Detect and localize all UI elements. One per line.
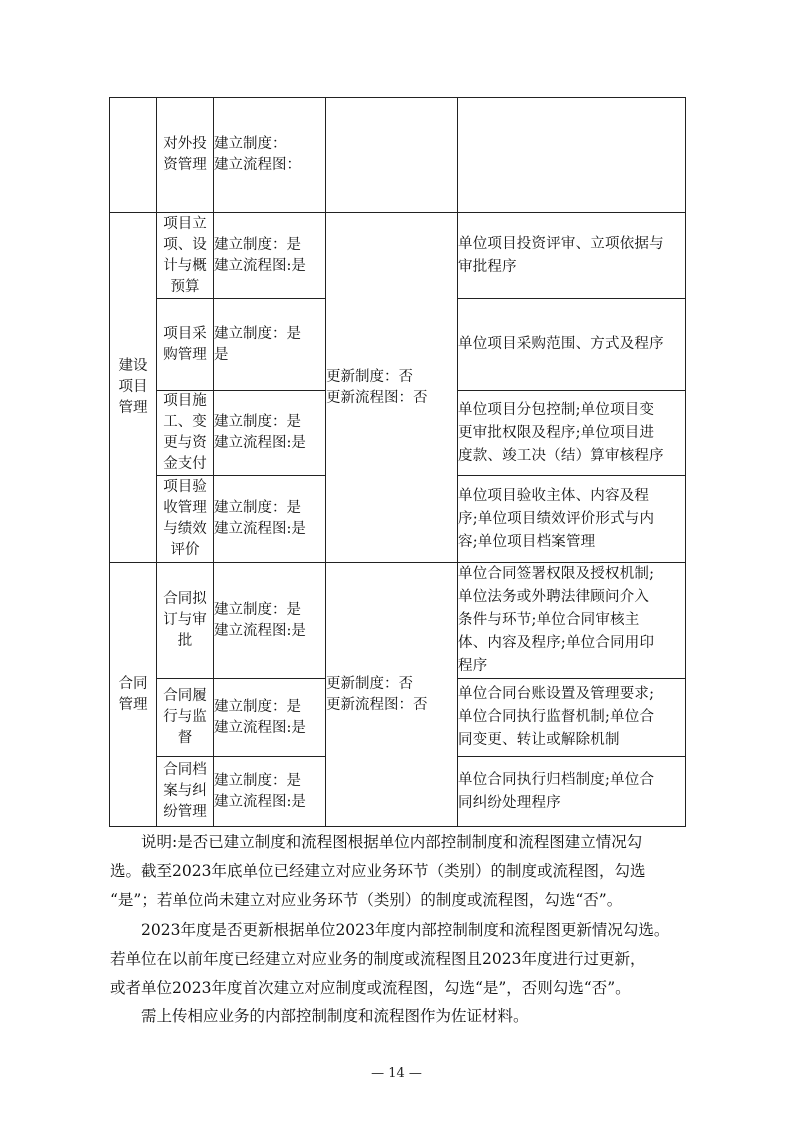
note-paragraph-1: [110, 830, 690, 912]
note-line: 选。截至2023年底单位已经建立对应业务环节（类别）的制度或流程图，勾选: [110, 862, 646, 880]
note-line: “是”；若单位尚未建立对应业务环节（类别）的制度或流程图，勾选“否”。: [110, 891, 623, 909]
established-cell: 建立制度：是 建立流程图:是: [214, 391, 326, 476]
item-cell: 合同拟 订与审 批: [157, 563, 214, 679]
category-contract: 合同 管理: [110, 563, 157, 827]
update-cell: 更新制度：否 更新流程图：否: [326, 213, 458, 563]
note-line: 说明:是否已建立制度和流程图根据单位内部控制制度和流程图建立情况勾: [141, 833, 643, 851]
established-cell: 建立制度：是 建立流程图:是: [214, 757, 326, 827]
category-cell-empty: [110, 98, 157, 213]
item-cell: 合同档 案与纠 纷管理: [157, 757, 214, 827]
requirement-cell: 单位合同签署权限及授权机制; 单位法务或外聘法律顾问介入 条件与环节;单位合同审核主 体、内容及程序;单位合同用印 程序: [458, 563, 686, 679]
item-cell: 项目施 工、变 更与资 金支付: [157, 391, 214, 476]
established-cell: 建立制度：是 建立流程图:是: [214, 563, 326, 679]
table-row: [110, 563, 686, 679]
requirement-cell: 单位项目采购范围、方式及程序: [458, 299, 686, 391]
established-cell: 建立制度：是 建立流程图:是: [214, 213, 326, 299]
note-line: 2023年度是否更新根据单位2023年度内部控制制度和流程图更新情况勾选。: [141, 921, 670, 939]
note-line: 需上传相应业务的内部控制制度和流程图作为佐证材料。: [141, 1007, 529, 1025]
established-cell: 建立制度：是 建立流程图:是: [214, 679, 326, 757]
note-paragraph-3: [110, 1004, 690, 1028]
established-cell: 建立制度： 建立流程图：: [214, 98, 326, 213]
requirement-cell: 单位项目验收主体、内容及程 序;单位项目绩效评价形式与内 容;单位项目档案管理: [458, 476, 686, 563]
item-cell: 项目验 收管理 与绩效 评价: [157, 476, 214, 563]
note-line: 若单位在以前年度已经建立对应业务的制度或流程图且2023年度进行过更新，: [110, 950, 646, 968]
item-cell: 对外投 资管理: [157, 98, 214, 213]
page-number: — 14 —: [371, 1066, 422, 1081]
requirement-cell: 单位项目投资评审、立项依据与 审批程序: [458, 213, 686, 299]
update-cell-empty: [326, 98, 458, 213]
table-row: [110, 213, 686, 299]
established-cell: 建立制度：是 建立流程图:是: [214, 476, 326, 563]
requirement-cell: 单位项目分包控制;单位项目变 更审批权限及程序;单位项目进 度款、竣工决（结）算审核程序: [458, 391, 686, 476]
item-cell: 项目立 项、设 计与概 预算: [157, 213, 214, 299]
item-cell: 项目采 购管理: [157, 299, 214, 391]
requirement-cell-empty: [458, 98, 686, 213]
category-build-project: 建设 项目 管理: [110, 213, 157, 563]
note-line: 或者单位2023年度首次建立对应制度或流程图，勾选“是”，否则勾选“否”。: [110, 979, 631, 997]
table-row: [110, 98, 686, 213]
requirement-cell: 单位合同台账设置及管理要求; 单位合同执行监督机制;单位合 同变更、转让或解除机制: [458, 679, 686, 757]
internal-control-table: [109, 97, 686, 827]
update-cell: 更新制度：否 更新流程图：否: [326, 563, 458, 827]
note-paragraph-2: [110, 918, 690, 1000]
established-cell: 建立制度：是 是: [214, 299, 326, 391]
item-cell: 合同履 行与监 督: [157, 679, 214, 757]
requirement-cell: 单位合同执行归档制度;单位合 同纠纷处理程序: [458, 757, 686, 827]
